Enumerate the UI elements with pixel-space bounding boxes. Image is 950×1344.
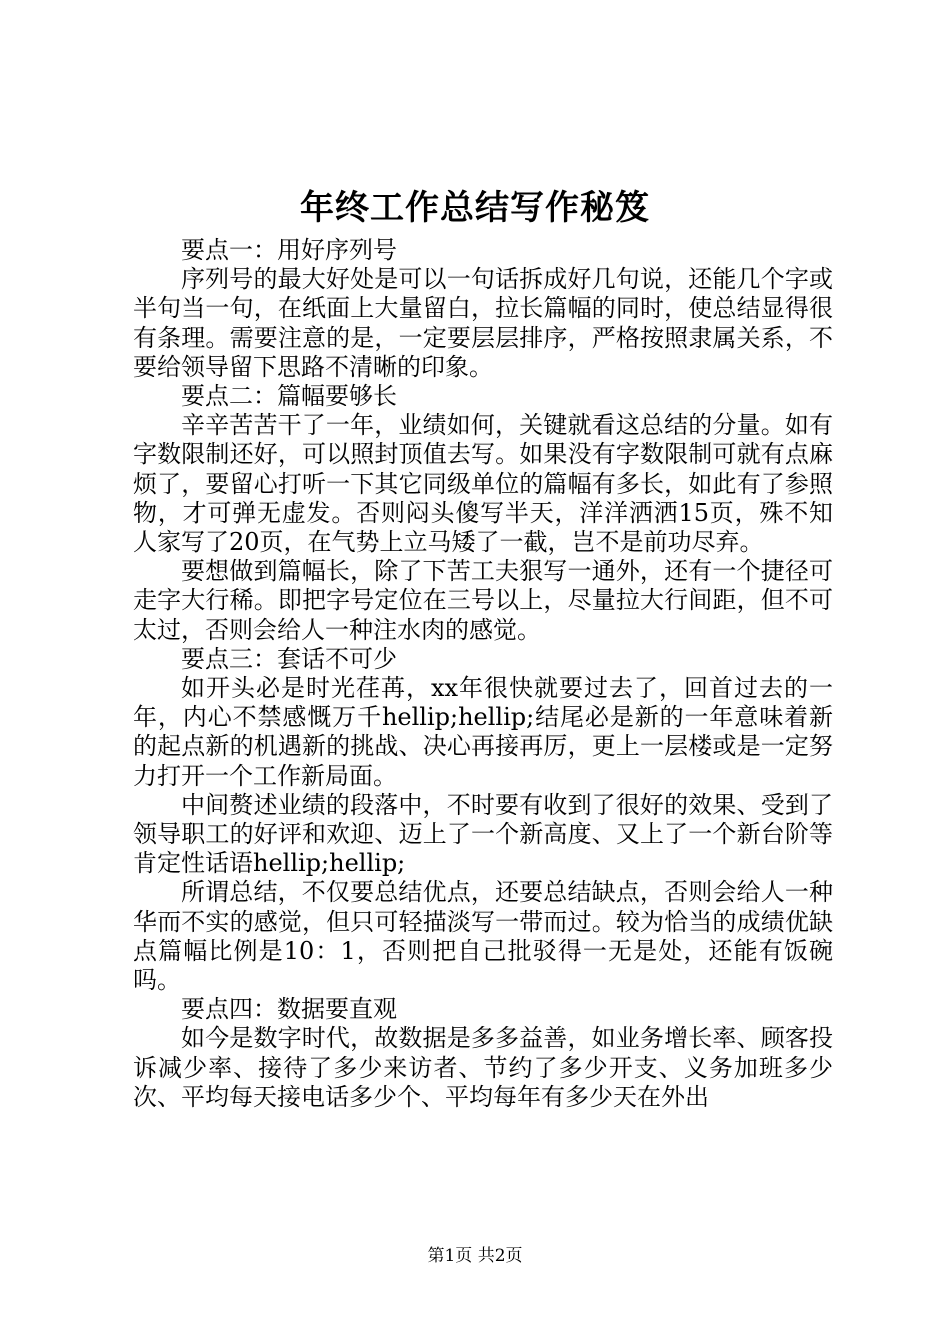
paragraph: 中间赘述业绩的段落中，不时要有收到了很好的效果、受到了领导职工的好评和欢迎、迈上了一个新高度、又上了一个新台阶等肯定性话语hellip;hellip;	[133, 790, 833, 878]
section-heading-3: 要点三：套话不可少	[181, 644, 397, 673]
section-heading-2: 要点二：篇幅要够长	[181, 382, 397, 411]
document-body	[133, 236, 833, 1112]
paragraph: 序列号的最大好处是可以一句话拆成好几句说，还能几个字或半句当一句，在纸面上大量留白，拉长篇幅的同时，使总结显得很有条理。需要注意的是，一定要层层排序，严格按照隶属关系，不要给领导留下思路不清晰的印象。	[133, 265, 833, 381]
paragraph: 如今是数字时代，故数据是多多益善，如业务增长率、顾客投诉减少率、接待了多少来访者、节约了多少开支、义务加班多少次、平均每天接电话多少个、平均每年有多少天在外出	[133, 1024, 833, 1111]
paragraph: 辛辛苦苦干了一年，业绩如何，关键就看这总结的分量。如有字数限制还好，可以照封顶值去写。如果没有字数限制可就有点麻烦了，要留心打听一下其它同级单位的篇幅有多长，如此有了参照物，才可弹无虚发。否则闷头傻写半天，洋洋洒洒15页，殊不知人家写了20页，在气势上立马矮了一截，岂不是前功尽弃。	[133, 411, 833, 557]
section-heading-4: 要点四：数据要直观	[181, 995, 397, 1024]
document-title: 年终工作总结写作秘笈	[300, 188, 650, 228]
paragraph: 要想做到篇幅长，除了下苦工夫狠写一通外，还有一个捷径可走字大行稀。即把字号定位在三号以上，尽量拉大行间距，但不可太过，否则会给人一种注水肉的感觉。	[133, 557, 833, 644]
section-heading-1: 要点一：用好序列号	[181, 236, 397, 264]
paragraph: 所谓总结，不仅要总结优点，还要总结缺点，否则会给人一种华而不实的感觉，但只可轻描淡写一带而过。较为恰当的成绩优缺点篇幅比例是10：1，否则把自己批驳得一无是处，还能有饭碗吗。	[133, 878, 833, 995]
page-footer: 第1页 共2页	[427, 1246, 523, 1266]
paragraph: 如开头必是时光荏苒，xx年很快就要过去了，回首过去的一年，内心不禁感慨万千hellip;hellip;结尾必是新的一年意味着新的起点新的机遇新的挑战、决心再接再厉，更上一层楼或是一定努力打开一个工作新局面。	[133, 674, 833, 790]
